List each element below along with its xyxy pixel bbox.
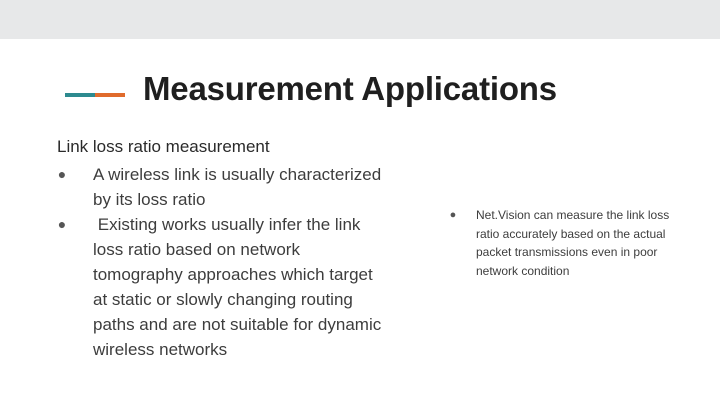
list-item	[55, 162, 385, 212]
title-accent-orange	[95, 93, 125, 97]
slide-title: Measurement Applications	[143, 70, 557, 107]
bullet-icon: ●	[449, 209, 457, 221]
top-band	[0, 0, 720, 39]
bullet-text: Existing works usually infer the link loss ratio based on network tomography approaches which target at static or slowly changing routing paths and are not suitable for dynamic wireless networks	[93, 215, 386, 359]
bullet-text: A wireless link is usually characterized by its loss ratio	[93, 165, 382, 209]
section-heading: Link loss ratio measurement	[57, 137, 270, 156]
right-bullet-list	[447, 206, 672, 280]
left-bullet-list	[55, 162, 385, 362]
list-item	[55, 212, 385, 362]
bullet-icon: ●	[57, 216, 67, 232]
bullet-icon: ●	[57, 166, 67, 182]
bullet-text: Net.Vision can measure the link loss ratio accurately based on the actual packet transmissions even in poor network condition	[476, 208, 670, 278]
list-item	[447, 206, 672, 280]
title-accent-teal	[65, 93, 95, 97]
